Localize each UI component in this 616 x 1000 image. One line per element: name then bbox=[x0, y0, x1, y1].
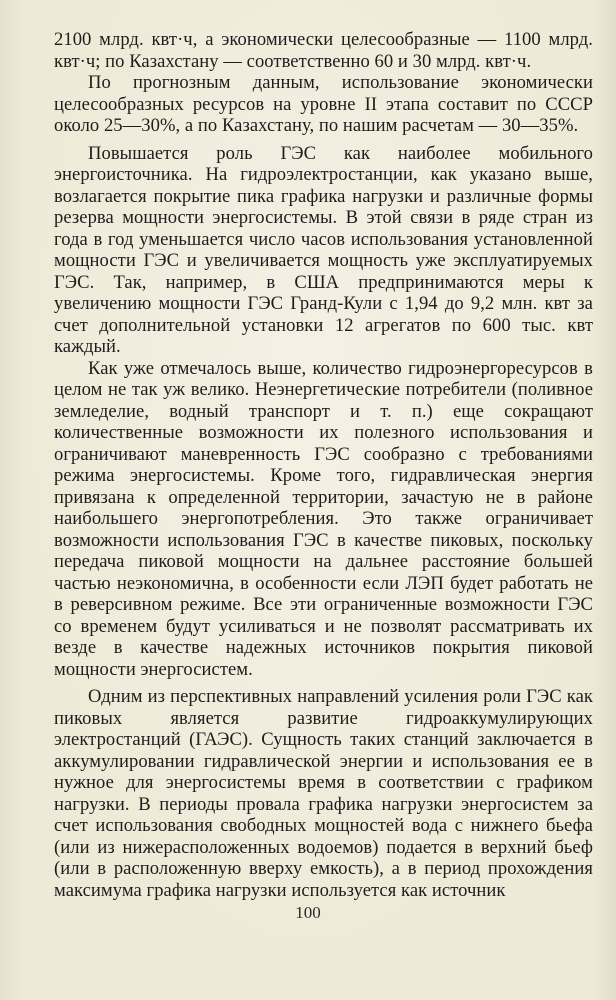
paragraph-1: 2100 млрд. квт·ч, а экономически целесообразные — 1100 млрд. квт·ч; по Казахстану — соответственно 60 и 30 млрд. квт·ч. bbox=[54, 29, 593, 72]
paragraph-2: По прогнозным данным, использование экономически целесообразных ресурсов на уровне II этапа составит по СССР около 25—30%, а по Казахстану, по нашим расчетам — 30—35%. bbox=[54, 72, 593, 136]
paragraph-5: Одним из перспективных направлений усиления роли ГЭС как пиковых является развитие гидроаккумулирующих электростанций (ГАЭС). Сущность таких станций заключается в аккумулировании гидравлической энергии и использования ее в нужное для энергосистемы время в соответствии с графиком нагрузки. В периоды провала графика нагрузки энергосистем за счет использования свободных мощностей вода с нижнего бьефа (или из нижерасположенных водоемов) подается в верхний бьеф (или в расположенную вверху емкость), а в период прохождения максимума графика нагрузки используется как источник bbox=[54, 686, 593, 901]
page-number: 100 bbox=[295, 903, 321, 922]
page-body-text bbox=[54, 29, 593, 901]
paragraph-3: Повышается роль ГЭС как наиболее мобильного энергоисточника. На гидроэлектростанции, как указано выше, возлагается покрытие пика графика нагрузки и различные формы резерва мощности энергосистемы. В этой связи в ряде стран из года в год уменьшается число часов использования установленной мощности ГЭС и увеличивается мощность уже эксплуатируемых ГЭС. Так, например, в США предпринимаются меры к увеличению мощности ГЭС Гранд-Кули с 1,94 до 9,2 млн. квт за счет дополнительной установки 12 агрегатов по 600 тыс. квт каждый. bbox=[54, 142, 593, 357]
paragraph-4: Как уже отмечалось выше, количество гидроэнергоресурсов в целом не так уж велико. Неэнергетические потребители (поливное земледелие, водный транспорт и т. п.) еще сокращают количественные возможности их полезного использования и ограничивают маневренность ГЭС сообразно с требованиями режима энергосистемы. Кроме того, гидравлическая энергия привязана к определенной территории, зачастую не в районе наибольшего энергопотребления. Это также ограничивает возможности использования ГЭС в качестве пиковых, поскольку передача пиковой мощности на дальнее расстояние большей частью неэкономична, в особенности если ЛЭП будет работать не в реверсивном режиме. Все эти ограниченные возможности ГЭС со временем будут усиливаться и не позволят рассматривать их везде в качестве надежных источников покрытия пиковой мощности энергосистем. bbox=[54, 357, 593, 680]
